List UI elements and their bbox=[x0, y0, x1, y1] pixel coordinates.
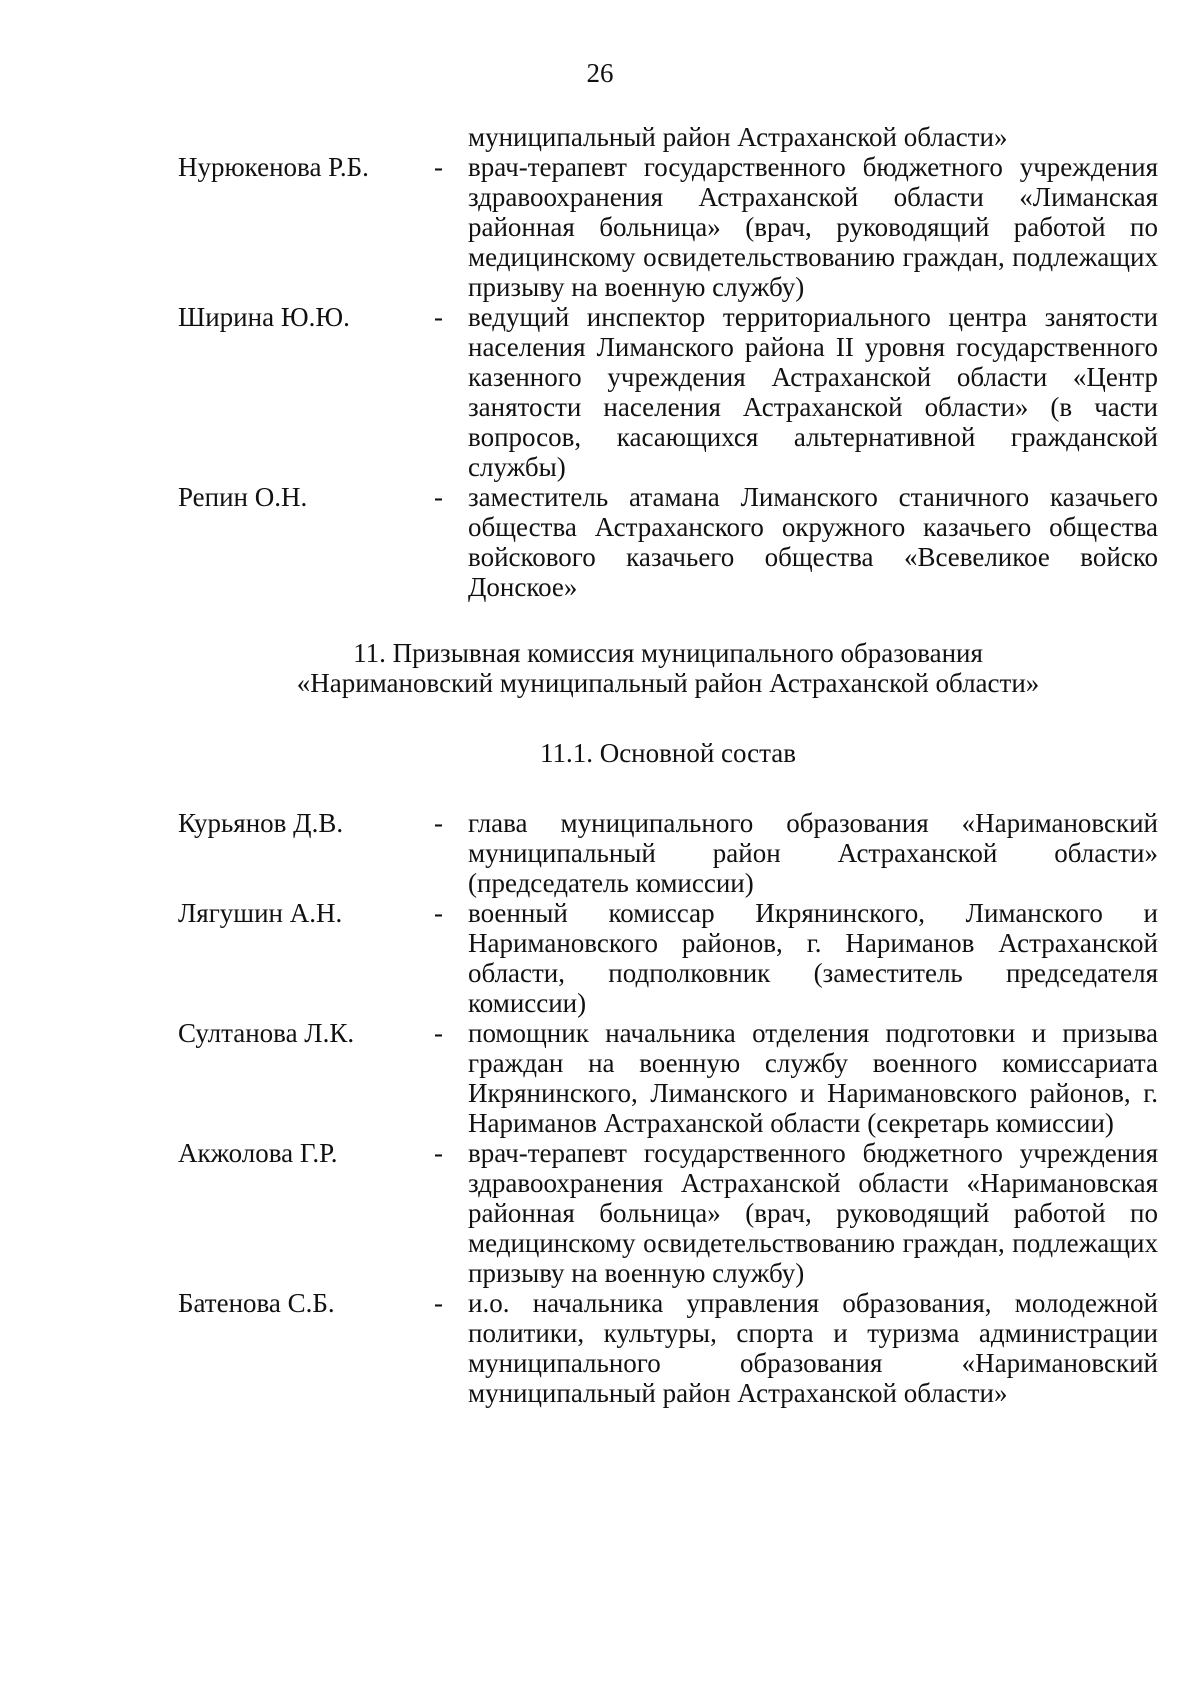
member-position: ведущий инспектор территориального центра занятости населения Лиманского района II уровня государственного казенного учреждения Астраханской области «Центр занятости населения Астраханской области» (в части вопросов, касающихся альтернативной гражданской службы) bbox=[468, 302, 1158, 482]
member-position: врач-терапевт государственного бюджетного учреждения здравоохранения Астраханской области «Лиманская районная больница» (врач, руководящий работой по медицинскому освидетельствованию граждан, подлежащих призыву на военную службу) bbox=[468, 152, 1158, 302]
member-entry bbox=[178, 1018, 1158, 1138]
member-entry bbox=[178, 1288, 1158, 1408]
member-name: Курьянов Д.В. bbox=[178, 808, 344, 838]
member-name: Репин О.Н. bbox=[178, 482, 308, 512]
member-name: Лягушин А.Н. bbox=[178, 898, 343, 928]
member-entry bbox=[178, 152, 1158, 302]
member-dash: - bbox=[434, 898, 443, 928]
member-name: Ширина Ю.Ю. bbox=[178, 302, 350, 332]
member-dash: - bbox=[434, 152, 443, 182]
member-position: заместитель атамана Лиманского станичного казачьего общества Астраханского окружного казачьего общества войскового казачьего общества «Всевеликое войско Донское» bbox=[468, 482, 1158, 602]
member-position: военный комиссар Икрянинского, Лиманского и Наримановского районов, г. Нариманов Астраханской области, подполковник (заместитель председателя комиссии) bbox=[468, 898, 1158, 1018]
member-name: Нурюкенова Р.Б. bbox=[178, 152, 369, 182]
member-dash: - bbox=[434, 1018, 443, 1048]
member-dash: - bbox=[434, 1288, 443, 1318]
member-entry bbox=[178, 898, 1158, 1018]
member-entry bbox=[178, 1138, 1158, 1288]
member-position: помощник начальника отделения подготовки и призыва граждан на военную службу военного комиссариата Икрянинского, Лиманского и Наримановского районов, г. Нариманов Астраханской области (секретарь комиссии) bbox=[468, 1018, 1158, 1138]
member-position: врач-терапевт государственного бюджетного учреждения здравоохранения Астраханской области «Наримановская районная больница» (врач, руководящий работой по медицинскому освидетельствованию граждан, подлежащих призыву на военную службу) bbox=[468, 1138, 1158, 1288]
member-name: Акжолова Г.Р. bbox=[178, 1138, 338, 1168]
page-number: 26 bbox=[586, 58, 614, 88]
member-name: Батенова С.Б. bbox=[178, 1288, 335, 1318]
member-dash: - bbox=[434, 302, 443, 332]
member-list-main bbox=[178, 808, 1158, 1408]
member-position: глава муниципального образования «Наримановский муниципальный район Астраханской области» (председатель комиссии) bbox=[468, 808, 1158, 898]
section-title bbox=[140, 638, 1196, 698]
continuation-text: муниципальный район Астраханской области» bbox=[468, 122, 1008, 152]
member-dash: - bbox=[434, 1138, 443, 1168]
member-name: Султанова Л.К. bbox=[178, 1018, 355, 1048]
member-list-previous bbox=[178, 152, 1158, 602]
section-title-line-2: «Наримановский муниципальный район Астраханской области» bbox=[296, 668, 1040, 698]
document-body bbox=[178, 122, 1158, 1408]
member-entry bbox=[178, 482, 1158, 602]
member-entry bbox=[178, 302, 1158, 482]
member-dash: - bbox=[434, 808, 443, 838]
member-dash: - bbox=[434, 482, 443, 512]
member-entry bbox=[178, 808, 1158, 898]
subsection-title: 11.1. Основной состав bbox=[539, 738, 797, 768]
section-title-line-1: 11. Призывная комиссия муниципального образования bbox=[353, 638, 983, 668]
member-position: и.о. начальника управления образования, молодежной политики, культуры, спорта и туризма администрации муниципального образования «Наримановский муниципальный район Астраханской области» bbox=[468, 1288, 1158, 1408]
